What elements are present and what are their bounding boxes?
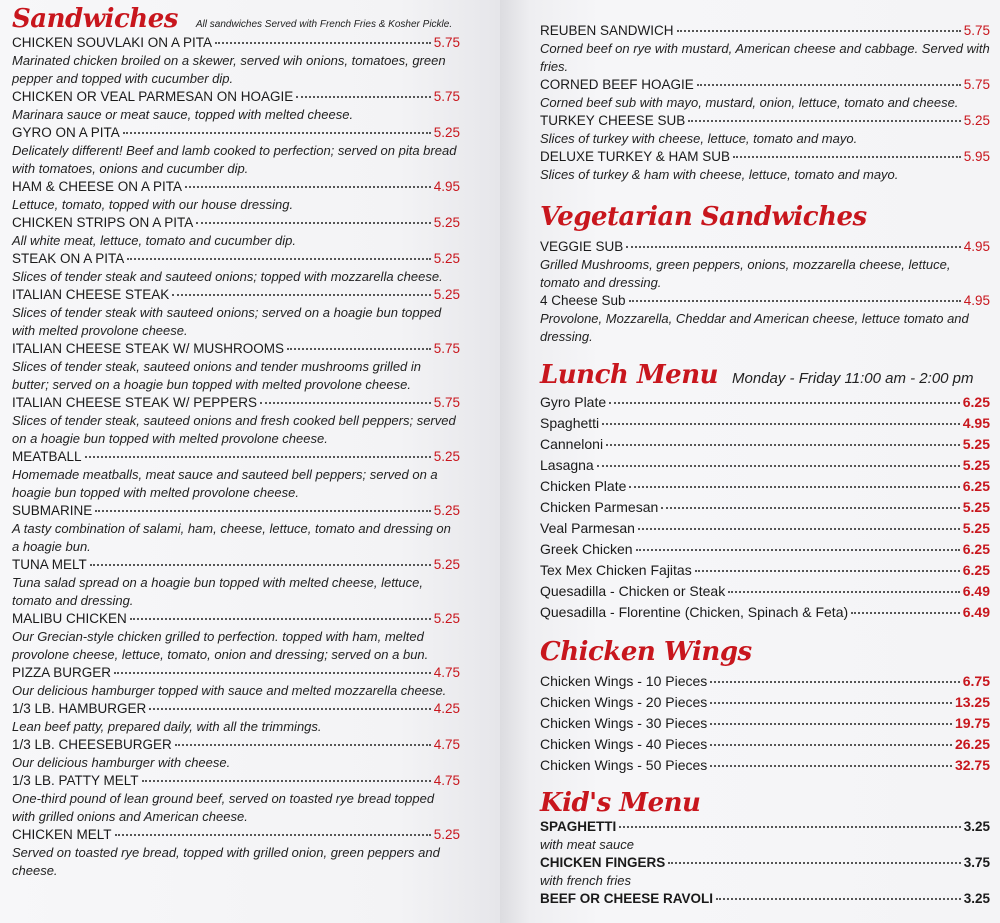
menu-item — [12, 214, 460, 250]
menu-item — [540, 692, 990, 713]
menu-item — [540, 539, 990, 560]
menu-item — [12, 250, 460, 286]
menu-item — [540, 476, 990, 497]
menu-item-row — [12, 772, 460, 790]
dot-leader — [127, 258, 430, 260]
menu-item-price: 4.95 — [963, 239, 990, 254]
dot-leader — [677, 30, 961, 32]
menu-item — [540, 560, 990, 581]
menu-item-description: with french fries — [540, 873, 632, 888]
menu-item-row — [540, 148, 990, 166]
menu-item-description: Marinated chicken broiled on a skewer, served wih onions, tomatoes, green pepper and topped with cucumber dip. — [12, 53, 446, 86]
menu-item-name: Quesadilla - Chicken or Steak — [540, 583, 726, 599]
menu-item-price: 5.75 — [433, 395, 460, 410]
menu-item-row — [540, 671, 990, 692]
menu-item-description: Slices of turkey with cheese, lettuce, tomato and mayo. — [540, 131, 858, 146]
menu-item-row — [540, 713, 990, 734]
menu-item — [12, 700, 460, 736]
menu-item-price: 4.95 — [963, 293, 990, 308]
dot-leader — [710, 702, 952, 704]
menu-item-description: Marinara sauce or meat sauce, topped with melted cheese. — [12, 107, 354, 122]
menu-item-price: 5.25 — [433, 287, 460, 302]
menu-item-row — [12, 448, 460, 466]
menu-item-row — [12, 556, 460, 574]
dot-leader — [172, 294, 430, 296]
menu-item — [540, 497, 990, 518]
menu-item — [540, 413, 990, 434]
menu-item-name: Lasagna — [540, 457, 594, 473]
menu-item-row — [540, 497, 990, 518]
dot-leader — [215, 42, 431, 44]
menu-item-name: CHICKEN SOUVLAKI ON A PITA — [12, 35, 213, 50]
menu-item-description: Served on toasted rye bread, topped with grilled onion, green peppers and cheese. — [12, 845, 440, 878]
menu-item-row — [12, 88, 460, 106]
dot-leader — [95, 510, 430, 512]
menu-item-row — [12, 502, 460, 520]
lunch-header — [540, 360, 990, 390]
menu-item-description: Lean beef patty, prepared daily, with all the trimmings. — [12, 719, 322, 734]
menu-item-description: Provolone, Mozzarella, Cheddar and American cheese, lettuce tomato and dressing. — [540, 311, 969, 344]
dot-leader — [710, 765, 952, 767]
menu-item-price: 19.75 — [954, 715, 990, 731]
vegetarian-list — [540, 238, 990, 346]
menu-item — [12, 664, 460, 700]
menu-item-row — [12, 736, 460, 754]
menu-item-row — [540, 539, 990, 560]
menu-item-description: Homemade meatballs, meat sauce and sauteed bell peppers; served on a hoagie bun topped with melted provolone cheese. — [12, 467, 438, 500]
dot-leader — [710, 744, 952, 746]
dot-leader — [130, 618, 431, 620]
menu-item-row — [12, 250, 460, 268]
menu-item-price: 5.75 — [963, 23, 990, 38]
menu-item-name: ITALIAN CHEESE STEAK — [12, 287, 170, 302]
menu-item-name: CHICKEN FINGERS — [540, 855, 666, 870]
menu-item-description: Our delicious hamburger topped with sauce and melted mozzarella cheese. — [12, 683, 447, 698]
dot-leader — [115, 834, 431, 836]
menu-item — [12, 394, 460, 448]
menu-item-name: HAM & CHEESE ON A PITA — [12, 179, 183, 194]
dot-leader — [85, 456, 431, 458]
menu-item — [540, 602, 990, 623]
menu-item-price: 6.25 — [962, 394, 990, 410]
menu-item-description: Delicately different! Beef and lamb cooked to perfection; served on pita bread with tomatoes, onions and cucumber dip. — [12, 143, 457, 176]
menu-item-row — [540, 22, 990, 40]
lunch-hours: Monday - Friday 11:00 am - 2:00 pm — [732, 370, 974, 387]
menu-item-name: ITALIAN CHEESE STEAK W/ MUSHROOMS — [12, 341, 285, 356]
menu-item-name: Chicken Wings - 30 Pieces — [540, 715, 708, 731]
menu-item-name: MALIBU CHICKEN — [12, 611, 127, 626]
menu-item-price: 5.75 — [963, 77, 990, 92]
menu-item-name: PIZZA BURGER — [12, 665, 112, 680]
menu-item-price: 5.25 — [433, 215, 460, 230]
menu-item-price: 26.25 — [954, 736, 990, 752]
menu-item-description: Our delicious hamburger with cheese. — [12, 755, 231, 770]
sandwiches-header — [12, 4, 460, 34]
menu-item — [12, 826, 460, 880]
menu-item — [540, 455, 990, 476]
dot-leader — [196, 222, 430, 224]
menu-item-description: with meat sauce — [540, 837, 634, 852]
menu-item-name: GYRO ON A PITA — [12, 125, 120, 140]
menu-item-row — [540, 755, 990, 776]
menu-item-row — [12, 700, 460, 718]
menu-item-row — [12, 826, 460, 844]
menu-item-name: Chicken Wings - 40 Pieces — [540, 736, 708, 752]
menu-item — [12, 124, 460, 178]
menu-item-price: 32.75 — [954, 757, 990, 773]
menu-item-name: Greek Chicken — [540, 541, 633, 557]
menu-item-row — [12, 610, 460, 628]
menu-item-name: ITALIAN CHEESE STEAK W/ PEPPERS — [12, 395, 258, 410]
menu-item-price: 5.25 — [433, 557, 460, 572]
menu-item — [12, 178, 460, 214]
menu-item-price: 6.25 — [962, 478, 990, 494]
menu-item-price: 5.25 — [433, 251, 460, 266]
menu-item-price: 6.25 — [962, 541, 990, 557]
menu-item — [12, 772, 460, 826]
menu-item-row — [540, 734, 990, 755]
dot-leader — [629, 486, 959, 488]
menu-item-row — [540, 602, 990, 623]
menu-item-price: 5.25 — [962, 436, 990, 452]
menu-item-price: 4.75 — [433, 737, 460, 752]
menu-item-name: Gyro Plate — [540, 394, 607, 410]
menu-item — [12, 556, 460, 610]
menu-item — [540, 581, 990, 602]
menu-item-name: Chicken Wings - 10 Pieces — [540, 673, 708, 689]
menu-item-price: 4.75 — [433, 665, 460, 680]
dot-leader — [609, 402, 960, 404]
menu-item-row — [540, 854, 990, 872]
menu-item-description: Grilled Mushrooms, green peppers, onions, mozzarella cheese, lettuce, tomato and dressing. — [540, 257, 951, 290]
menu-item-name: 1/3 LB. CHEESEBURGER — [12, 737, 172, 752]
dot-leader — [661, 507, 959, 509]
dot-leader — [602, 423, 960, 425]
menu-item-name: STEAK ON A PITA — [12, 251, 125, 266]
vegetarian-title: Vegetarian Sandwiches — [540, 202, 867, 232]
wings-list — [540, 671, 990, 776]
menu-item-name: 4 Cheese Sub — [540, 293, 626, 308]
menu-item-name: SUBMARINE — [12, 503, 93, 518]
menu-item-description: Lettuce, tomato, topped with our house dressing. — [12, 197, 294, 212]
dot-leader — [606, 444, 960, 446]
menu-item-row — [12, 34, 460, 52]
dot-leader — [296, 96, 430, 98]
menu-item — [12, 610, 460, 664]
menu-item-price: 5.25 — [962, 457, 990, 473]
sandwiches-note: All sandwiches Served with French Fries & Kosher Pickle. — [195, 19, 453, 30]
dot-leader — [619, 826, 960, 828]
menu-item-price: 5.25 — [433, 125, 460, 140]
menu-item-price: 5.25 — [433, 827, 460, 842]
menu-item — [540, 755, 990, 776]
menu-item-row — [540, 560, 990, 581]
menu-item-price: 6.49 — [962, 583, 990, 599]
dot-leader — [710, 723, 952, 725]
menu-item-description: Slices of turkey & ham with cheese, lettuce, tomato and mayo. — [540, 167, 899, 182]
menu-item — [12, 736, 460, 772]
menu-item — [540, 818, 990, 854]
menu-item-row — [540, 292, 990, 310]
menu-page-right — [500, 0, 1000, 923]
menu-item-price: 5.25 — [962, 520, 990, 536]
menu-item-name: Veal Parmesan — [540, 520, 635, 536]
menu-item-price: 4.25 — [433, 701, 460, 716]
menu-item-name: Canneloni — [540, 436, 604, 452]
menu-item-description: Corned beef sub with mayo, mustard, onion, lettuce, tomato and cheese. — [540, 95, 959, 110]
menu-item-row — [540, 476, 990, 497]
menu-item-description: Tuna salad spread on a hoagie bun topped with melted cheese, lettuce, tomato and dressing. — [12, 575, 423, 608]
menu-item-row — [540, 455, 990, 476]
menu-item-row — [540, 413, 990, 434]
menu-item-name: Spaghetti — [540, 415, 600, 431]
menu-item-name: CORNED BEEF HOAGIE — [540, 77, 694, 92]
dot-leader — [114, 672, 431, 674]
wings-header — [540, 637, 990, 667]
menu-item-name: VEGGIE SUB — [540, 239, 624, 254]
menu-item-price: 6.75 — [962, 673, 990, 689]
dot-leader — [668, 862, 960, 864]
menu-item-name: Chicken Wings - 50 Pieces — [540, 757, 708, 773]
menu-item-price: 5.25 — [433, 503, 460, 518]
lunch-title: Lunch Menu — [540, 360, 719, 390]
dot-leader — [733, 156, 961, 158]
menu-item-name: CHICKEN MELT — [12, 827, 112, 842]
menu-item-price: 3.25 — [963, 819, 990, 834]
menu-item-name: DELUXE TURKEY & HAM SUB — [540, 149, 731, 164]
menu-item-name: Chicken Plate — [540, 478, 627, 494]
menu-item-row — [540, 392, 990, 413]
dot-leader — [638, 528, 960, 530]
menu-item-row — [540, 112, 990, 130]
dot-leader — [123, 132, 431, 134]
menu-item-row — [540, 818, 990, 836]
menu-item-row — [540, 434, 990, 455]
dot-leader — [175, 744, 431, 746]
menu-item-row — [540, 238, 990, 256]
menu-item-row — [12, 664, 460, 682]
dot-leader — [636, 549, 960, 551]
menu-item — [540, 734, 990, 755]
menu-item-row — [12, 178, 460, 196]
menu-item — [540, 713, 990, 734]
dot-leader — [185, 186, 431, 188]
menu-item-row — [12, 286, 460, 304]
menu-item-price: 5.25 — [963, 113, 990, 128]
menu-item-description: Slices of tender steak with sauteed onions; served on a hoagie bun topped with melted provolone cheese. — [12, 305, 442, 338]
menu-item — [12, 340, 460, 394]
menu-item-price: 6.49 — [962, 604, 990, 620]
menu-item-price: 5.75 — [433, 341, 460, 356]
menu-item — [540, 434, 990, 455]
menu-item-row — [12, 340, 460, 358]
menu-item-row — [540, 692, 990, 713]
menu-item — [540, 22, 990, 76]
menu-item-price: 4.75 — [433, 773, 460, 788]
menu-item-price: 4.95 — [433, 179, 460, 194]
menu-item-row — [12, 124, 460, 142]
menu-item-name: TURKEY CHEESE SUB — [540, 113, 686, 128]
menu-item — [540, 292, 990, 346]
menu-item-price: 5.25 — [962, 499, 990, 515]
kids-header — [540, 788, 990, 818]
menu-item — [12, 34, 460, 88]
menu-item-description: Slices of tender steak, sauteed onions and fresh cooked bell peppers; served on a hoagie bun topped with melted provolone cheese. — [12, 413, 456, 446]
menu-item-name: CHICKEN STRIPS ON A PITA — [12, 215, 194, 230]
menu-item — [540, 238, 990, 292]
wings-title: Chicken Wings — [540, 637, 752, 667]
menu-item — [540, 76, 990, 112]
menu-item — [12, 448, 460, 502]
menu-item-name: Quesadilla - Florentine (Chicken, Spinach & Feta) — [540, 604, 849, 620]
dot-leader — [688, 120, 960, 122]
menu-item — [12, 502, 460, 556]
menu-item-price: 3.75 — [963, 855, 990, 870]
menu-item-name: Chicken Parmesan — [540, 499, 659, 515]
menu-item — [540, 148, 990, 184]
vegetarian-header — [540, 202, 990, 232]
dot-leader — [695, 570, 960, 572]
sandwiches-list — [12, 34, 460, 880]
menu-item — [540, 890, 990, 908]
dot-leader — [710, 681, 959, 683]
menu-item-price: 13.25 — [954, 694, 990, 710]
menu-item-row — [12, 394, 460, 412]
kids-title: Kid's Menu — [540, 788, 701, 818]
menu-item-name: Tex Mex Chicken Fajitas — [540, 562, 692, 578]
menu-item-description: All white meat, lettuce, tomato and cucumber dip. — [12, 233, 296, 248]
dot-leader — [90, 564, 431, 566]
menu-item-name: MEATBALL — [12, 449, 82, 464]
menu-item-name: TUNA MELT — [12, 557, 87, 572]
menu-item-name: SPAGHETTI — [540, 819, 617, 834]
menu-item — [12, 88, 460, 124]
menu-item-price: 5.75 — [433, 35, 460, 50]
menu-item-name: REUBEN SANDWICH — [540, 23, 674, 38]
menu-item-description: Slices of tender steak and sauteed onions; topped with mozzarella cheese. — [12, 269, 443, 284]
dot-leader — [851, 612, 960, 614]
menu-item-description: Our Grecian-style chicken grilled to perfection. topped with ham, melted provolone cheese, lettuce, tomato, onion and dressing; served on a bun. — [12, 629, 429, 662]
kids-list — [540, 818, 990, 908]
menu-item — [540, 671, 990, 692]
dot-leader — [260, 402, 431, 404]
dot-leader — [149, 708, 430, 710]
menu-item — [540, 518, 990, 539]
menu-item-price: 4.95 — [962, 415, 990, 431]
menu-item-description: Corned beef on rye with mustard, American cheese and cabbage. Served with fries. — [540, 41, 990, 74]
menu-item-row — [540, 76, 990, 94]
dot-leader — [629, 300, 961, 302]
dot-leader — [287, 348, 431, 350]
menu-item-row — [540, 518, 990, 539]
dot-leader — [626, 246, 960, 248]
menu-item-name: Chicken Wings - 20 Pieces — [540, 694, 708, 710]
menu-item — [540, 392, 990, 413]
dot-leader — [716, 898, 961, 900]
sandwiches-title: Sandwiches — [12, 4, 178, 34]
menu-item-price: 5.95 — [963, 149, 990, 164]
menu-item-name: 1/3 LB. PATTY MELT — [12, 773, 139, 788]
menu-item — [12, 286, 460, 340]
menu-item-name: BEEF OR CHEESE RAVOLI — [540, 891, 714, 906]
menu-item-price: 6.25 — [962, 562, 990, 578]
menu-item — [540, 112, 990, 148]
menu-item-description: A tasty combination of salami, ham, cheese, lettuce, tomato and dressing on a hoagie bun. — [12, 521, 451, 554]
more-sandwiches-list — [540, 22, 990, 184]
dot-leader — [142, 780, 431, 782]
dot-leader — [697, 84, 961, 86]
menu-item-description: Slices of tender steak, sauteed onions and tender mushrooms grilled in butter; served on a hoagie bun topped with melted provolone cheese. — [12, 359, 422, 392]
lunch-list — [540, 392, 990, 623]
menu-item-description: One-third pound of lean ground beef, served on toasted rye bread topped with grilled onions and American cheese. — [12, 791, 435, 824]
menu-item-price: 5.25 — [433, 611, 460, 626]
menu-item — [540, 854, 990, 890]
menu-item-price: 5.75 — [433, 89, 460, 104]
menu-item-price: 3.25 — [963, 891, 990, 906]
menu-item-name: 1/3 LB. HAMBURGER — [12, 701, 147, 716]
menu-item-row — [540, 581, 990, 602]
menu-item-name: CHICKEN OR VEAL PARMESAN ON HOAGIE — [12, 89, 294, 104]
dot-leader — [728, 591, 960, 593]
menu-item-price: 5.25 — [433, 449, 460, 464]
menu-item-row — [540, 890, 990, 908]
menu-item-row — [12, 214, 460, 232]
dot-leader — [597, 465, 960, 467]
